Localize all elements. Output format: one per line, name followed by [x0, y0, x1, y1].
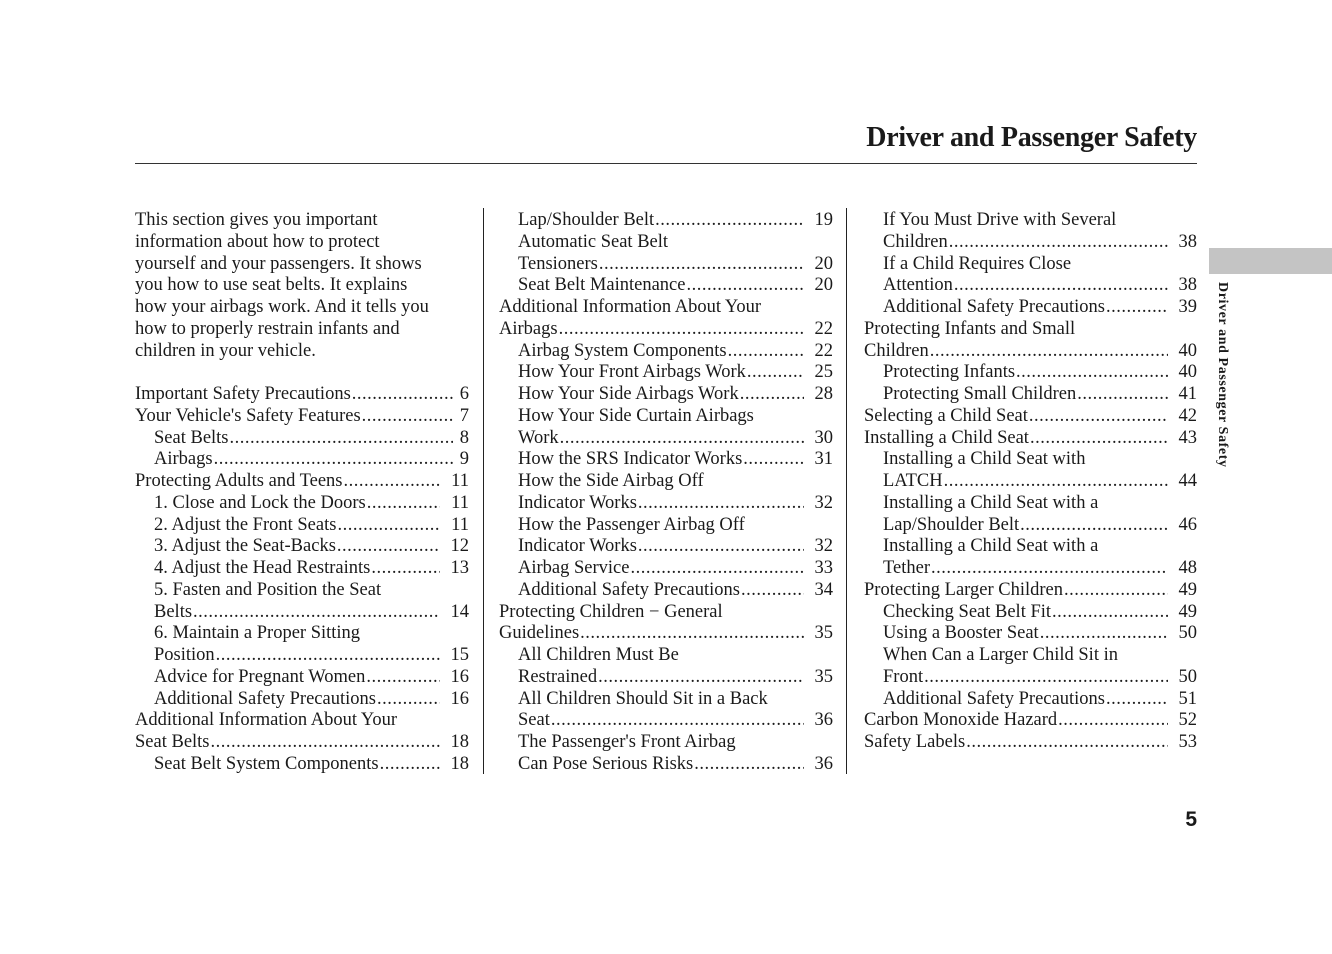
- dot-leader: [1106, 689, 1168, 711]
- toc-entry[interactable]: [135, 623, 469, 667]
- dot-leader: [193, 602, 440, 624]
- toc-entry-title: Lap/Shoulder Belt: [883, 514, 1020, 535]
- toc-entry-title: How the SRS Indicator Works: [518, 449, 743, 470]
- toc-entry[interactable]: [864, 210, 1197, 254]
- toc-entry[interactable]: [135, 449, 469, 471]
- toc-list: [135, 384, 469, 776]
- toc-entry[interactable]: [864, 580, 1197, 602]
- intro-line: children in your vehicle.: [135, 340, 316, 361]
- toc-entry[interactable]: [499, 515, 833, 559]
- dot-leader: [371, 558, 440, 580]
- dot-leader: [954, 275, 1168, 297]
- dot-leader: [230, 428, 453, 450]
- dot-leader: [551, 710, 804, 732]
- toc-entry-title: Airbag System Components: [518, 340, 727, 361]
- toc-entry-title: If You Must Drive with Several: [883, 210, 1117, 230]
- dot-leader: [728, 341, 804, 363]
- dot-leader: [1020, 515, 1168, 537]
- dot-leader: [366, 667, 440, 689]
- toc-entry-title: Airbags: [154, 449, 213, 470]
- toc-entry-title: Seat Belt System Components: [154, 753, 379, 774]
- toc-entry[interactable]: [499, 732, 833, 776]
- toc-entry[interactable]: [499, 689, 833, 733]
- toc-entry-title: Attention: [883, 275, 953, 296]
- toc-entry-title: Airbag Service: [518, 558, 630, 578]
- toc-entry-title: If a Child Requires Close: [883, 253, 1072, 274]
- toc-entry[interactable]: [135, 536, 469, 558]
- toc-entry[interactable]: [135, 710, 469, 754]
- toc-entry-title: Seat Belts: [135, 732, 210, 752]
- toc-entry[interactable]: [135, 689, 469, 711]
- toc-entry-title: How the Passenger Airbag Off: [518, 514, 745, 535]
- dot-leader: [638, 493, 804, 515]
- toc-entry-title: All Children Must Be: [518, 645, 679, 665]
- toc-entry-page: 20: [814, 253, 833, 274]
- toc-entry[interactable]: [499, 602, 833, 646]
- dot-leader: [344, 471, 441, 493]
- dot-leader: [559, 319, 804, 341]
- dot-leader: [1040, 623, 1168, 645]
- toc-entry-page: 35: [814, 623, 833, 644]
- toc-entry[interactable]: [499, 297, 833, 341]
- toc-entry-title: 2. Adjust the Front Seats: [154, 514, 337, 535]
- toc-entry-page: 40: [1178, 340, 1197, 361]
- toc-list: [499, 210, 833, 776]
- toc-entry-title: Advice for Pregnant Women: [154, 666, 366, 687]
- toc-entry-page: 39: [1178, 297, 1197, 317]
- toc-entry-page: 25: [814, 362, 833, 383]
- dot-leader: [630, 558, 804, 580]
- toc-entry-title: Tether: [883, 558, 930, 578]
- intro-paragraph: [135, 210, 469, 362]
- toc-entry[interactable]: [135, 384, 469, 406]
- toc-entry[interactable]: [864, 254, 1197, 298]
- toc-entry[interactable]: [864, 732, 1197, 754]
- intro-line: This section gives you important: [135, 210, 378, 230]
- toc-entry[interactable]: [135, 754, 469, 776]
- toc-entry-page: 41: [1178, 384, 1197, 404]
- dot-leader: [949, 232, 1168, 254]
- toc-entry-title: Your Vehicle's Safety Features: [135, 405, 361, 426]
- dot-leader: [560, 428, 804, 450]
- toc-entry-page: 34: [814, 579, 833, 600]
- toc-entry-title: How the Side Airbag Off: [518, 471, 704, 491]
- toc-entry-page: 22: [814, 340, 833, 361]
- toc-entry-page: 40: [1178, 362, 1197, 383]
- toc-entry-page: 50: [1178, 666, 1197, 687]
- toc-entry[interactable]: [499, 232, 833, 276]
- toc-entry-page: 28: [814, 384, 833, 404]
- toc-entry-title: 1. Close and Lock the Doors: [154, 492, 366, 513]
- toc-entry-page: 51: [1178, 688, 1197, 709]
- header-rule: [135, 163, 1197, 164]
- dot-leader: [337, 536, 440, 558]
- toc-entry-title: Additional Safety Precautions: [883, 297, 1105, 317]
- dot-leader: [686, 275, 804, 297]
- toc-entry-title: Position: [154, 645, 215, 665]
- toc-entry-page: 49: [1178, 579, 1197, 600]
- toc-column-2: [499, 210, 833, 776]
- toc-entry-page: 46: [1178, 514, 1197, 535]
- toc-entry-page: 22: [814, 318, 833, 339]
- toc-list: [864, 210, 1197, 754]
- toc-entry-title: LATCH: [883, 471, 943, 491]
- toc-entry[interactable]: [135, 428, 469, 450]
- toc-entry-page: 49: [1178, 601, 1197, 622]
- toc-entry-title: Safety Labels: [864, 732, 966, 752]
- toc-entry-page: 52: [1178, 710, 1197, 731]
- toc-entry-title: Protecting Infants: [883, 362, 1016, 383]
- toc-entry[interactable]: [864, 362, 1197, 384]
- toc-entry-title: Children: [883, 231, 948, 252]
- toc-entry[interactable]: [135, 580, 469, 624]
- toc-entry-page: 20: [814, 275, 833, 296]
- toc-entry[interactable]: [864, 645, 1197, 689]
- dot-leader: [638, 536, 804, 558]
- dot-leader: [362, 406, 453, 428]
- dot-leader: [352, 384, 453, 406]
- toc-entry[interactable]: [499, 558, 833, 580]
- toc-entry-page: 44: [1178, 471, 1197, 491]
- toc-entry-title: How Your Side Curtain Airbags: [518, 405, 754, 426]
- dot-leader: [694, 754, 804, 776]
- toc-entry[interactable]: [499, 210, 833, 232]
- toc-entry-page: 11: [451, 471, 469, 491]
- toc-entry-title: 5. Fasten and Position the Seat: [154, 579, 382, 600]
- toc-entry-title: Belts: [154, 601, 193, 622]
- intro-line: you how to use seat belts. It explains: [135, 275, 408, 296]
- toc-entry-page: 50: [1178, 623, 1197, 644]
- toc-entry-title: Automatic Seat Belt: [518, 231, 669, 252]
- toc-entry-page: 48: [1178, 558, 1197, 578]
- toc-entry-title: Installing a Child Seat with a: [883, 492, 1099, 513]
- toc-entry-page: 11: [451, 514, 469, 535]
- toc-entry-title: Checking Seat Belt Fit: [883, 601, 1052, 622]
- toc-entry[interactable]: [864, 449, 1197, 493]
- toc-entry[interactable]: [499, 645, 833, 689]
- section-tab-label: Driver and Passenger Safety: [1215, 282, 1230, 468]
- toc-entry-page: 32: [814, 536, 833, 557]
- toc-entry[interactable]: [135, 558, 469, 580]
- toc-column-1: [135, 210, 469, 776]
- toc-entry[interactable]: [864, 384, 1197, 406]
- toc-entry-title: Seat Belts: [154, 427, 229, 448]
- toc-entry-title: When Can a Larger Child Sit in: [883, 645, 1118, 665]
- toc-entry-title: Additional Safety Precautions: [518, 579, 740, 600]
- toc-entry-title: Children: [864, 340, 929, 361]
- dot-leader: [944, 471, 1168, 493]
- toc-entry-page: 15: [450, 645, 469, 665]
- toc-entry-title: Using a Booster Seat: [883, 623, 1039, 644]
- toc-entry-title: Carbon Monoxide Hazard: [864, 710, 1058, 731]
- intro-line: yourself and your passengers. It shows: [135, 253, 422, 274]
- toc-entry-title: Guidelines: [499, 623, 580, 644]
- toc-entry-title: How Your Front Airbags Work: [518, 362, 746, 383]
- toc-entry[interactable]: [499, 362, 833, 384]
- toc-entry[interactable]: [864, 623, 1197, 645]
- toc-entry[interactable]: [499, 406, 833, 450]
- toc-entry[interactable]: [864, 297, 1197, 319]
- dot-leader: [1077, 384, 1168, 406]
- dot-leader: [931, 558, 1168, 580]
- toc-entry[interactable]: [135, 406, 469, 428]
- toc-entry-title: Important Safety Precautions: [135, 384, 351, 404]
- dot-leader: [747, 362, 804, 384]
- toc-entry-title: Front: [883, 666, 924, 687]
- toc-entry-title: Seat: [518, 710, 550, 731]
- toc-entry-page: 12: [450, 536, 469, 557]
- dot-leader: [1029, 406, 1168, 428]
- toc-entry-page: 16: [450, 688, 469, 709]
- toc-entry-title: Additional Information About Your: [499, 297, 762, 317]
- toc-entry-page: 35: [814, 666, 833, 687]
- toc-entry-title: 3. Adjust the Seat-Backs: [154, 536, 336, 557]
- toc-entry-title: Protecting Infants and Small: [864, 318, 1076, 339]
- toc-entry-page: 33: [814, 558, 833, 578]
- dot-leader: [211, 732, 440, 754]
- dot-leader: [216, 645, 440, 667]
- dot-leader: [1058, 710, 1168, 732]
- toc-entry-title: Additional Information About Your: [135, 710, 398, 731]
- toc-entry-title: Protecting Children − General: [499, 601, 723, 622]
- toc-entry-title: Tensioners: [518, 253, 598, 274]
- toc-entry[interactable]: [135, 471, 469, 493]
- toc-entry-title: 6. Maintain a Proper Sitting: [154, 623, 361, 644]
- toc-entry-page: 7: [459, 405, 469, 426]
- dot-leader: [740, 384, 804, 406]
- toc-entry-page: 31: [814, 449, 833, 470]
- dot-leader: [377, 689, 440, 711]
- toc-entry-page: 32: [814, 492, 833, 513]
- toc-entry-page: 11: [451, 492, 469, 513]
- intro-line: how to properly restrain infants and: [135, 318, 400, 339]
- toc-entry-title: 4. Adjust the Head Restraints: [154, 558, 371, 578]
- dot-leader: [924, 667, 1168, 689]
- toc-entry-page: 38: [1178, 231, 1197, 252]
- toc-entry-title: The Passenger's Front Airbag: [518, 732, 736, 752]
- toc-entry-title: Indicator Works: [518, 492, 637, 513]
- page-title: Driver and Passenger Safety: [866, 122, 1197, 153]
- toc-entry-title: Protecting Adults and Teens: [135, 471, 343, 491]
- column-divider: [483, 208, 484, 774]
- toc-entry-page: 19: [814, 210, 833, 230]
- toc-entry-title: Seat Belt Maintenance: [518, 275, 686, 296]
- toc-entry-title: Installing a Child Seat: [864, 427, 1029, 448]
- toc-entry-title: Restrained: [518, 666, 598, 687]
- toc-entry[interactable]: [499, 341, 833, 363]
- dot-leader: [966, 732, 1168, 754]
- toc-entry-page: 16: [450, 666, 469, 687]
- toc-entry[interactable]: [135, 667, 469, 689]
- toc-entry-page: 13: [450, 558, 469, 578]
- toc-entry-page: 18: [450, 753, 469, 774]
- toc-entry[interactable]: [135, 515, 469, 537]
- toc-entry[interactable]: [499, 275, 833, 297]
- toc-entry[interactable]: [864, 406, 1197, 428]
- dot-leader: [380, 754, 440, 776]
- dot-leader: [598, 667, 804, 689]
- dot-leader: [655, 210, 804, 232]
- toc-entry-page: 36: [814, 753, 833, 774]
- toc-entry[interactable]: [864, 493, 1197, 537]
- dot-leader: [1030, 428, 1168, 450]
- toc-entry[interactable]: [499, 449, 833, 471]
- toc-entry[interactable]: [499, 580, 833, 602]
- toc-entry-page: 30: [814, 427, 833, 448]
- toc-entry-page: 36: [814, 710, 833, 731]
- toc-entry[interactable]: [864, 536, 1197, 580]
- dot-leader: [1106, 297, 1168, 319]
- toc-entry-title: Can Pose Serious Risks: [518, 753, 694, 774]
- toc-entry[interactable]: [499, 384, 833, 406]
- toc-entry-title: Work: [518, 427, 559, 448]
- toc-entry[interactable]: [864, 319, 1197, 363]
- intro-line: how your airbags work. And it tells you: [135, 297, 429, 317]
- toc-entry-title: Installing a Child Seat with: [883, 449, 1086, 470]
- toc-entry-page: 9: [459, 449, 469, 470]
- dot-leader: [1064, 580, 1168, 602]
- dot-leader: [930, 341, 1168, 363]
- toc-entry[interactable]: [864, 689, 1197, 711]
- toc-entry[interactable]: [499, 471, 833, 515]
- toc-entry-title: Airbags: [499, 318, 558, 339]
- toc-entry-page: 8: [459, 427, 469, 448]
- toc-entry[interactable]: [864, 428, 1197, 450]
- dot-leader: [214, 449, 453, 471]
- toc-entry-page: 38: [1178, 275, 1197, 296]
- column-divider: [846, 208, 847, 774]
- toc-entry-title: How Your Side Airbags Work: [518, 384, 739, 404]
- toc-entry-page: 14: [450, 601, 469, 622]
- dot-leader: [1052, 602, 1168, 624]
- section-tab: [1209, 248, 1332, 274]
- toc-entry[interactable]: [864, 602, 1197, 624]
- intro-line: information about how to protect: [135, 231, 380, 252]
- toc-entry-title: Additional Safety Precautions: [883, 688, 1105, 709]
- toc-entry-title: Protecting Larger Children: [864, 579, 1063, 600]
- toc-entry-page: 42: [1178, 405, 1197, 426]
- toc-entry[interactable]: [864, 710, 1197, 732]
- toc-entry-page: 53: [1178, 732, 1197, 752]
- toc-entry-page: 43: [1178, 427, 1197, 448]
- toc-entry-title: Installing a Child Seat with a: [883, 536, 1099, 557]
- dot-leader: [337, 515, 440, 537]
- toc-entry[interactable]: [135, 493, 469, 515]
- dot-leader: [743, 449, 804, 471]
- toc-entry-title: Indicator Works: [518, 536, 637, 557]
- toc-entry-title: Lap/Shoulder Belt: [518, 210, 655, 230]
- dot-leader: [580, 623, 804, 645]
- toc-entry-title: All Children Should Sit in a Back: [518, 688, 768, 709]
- dot-leader: [367, 493, 440, 515]
- toc-entry-page: 6: [459, 384, 469, 404]
- toc-entry-page: 18: [450, 732, 469, 752]
- toc-column-3: [864, 210, 1197, 754]
- page-number: 5: [1185, 808, 1197, 831]
- toc-entry-title: Protecting Small Children: [883, 384, 1077, 404]
- toc-entry-title: Additional Safety Precautions: [154, 688, 376, 709]
- toc-entry-title: Selecting a Child Seat: [864, 405, 1028, 426]
- dot-leader: [599, 254, 804, 276]
- dot-leader: [741, 580, 804, 602]
- dot-leader: [1016, 362, 1168, 384]
